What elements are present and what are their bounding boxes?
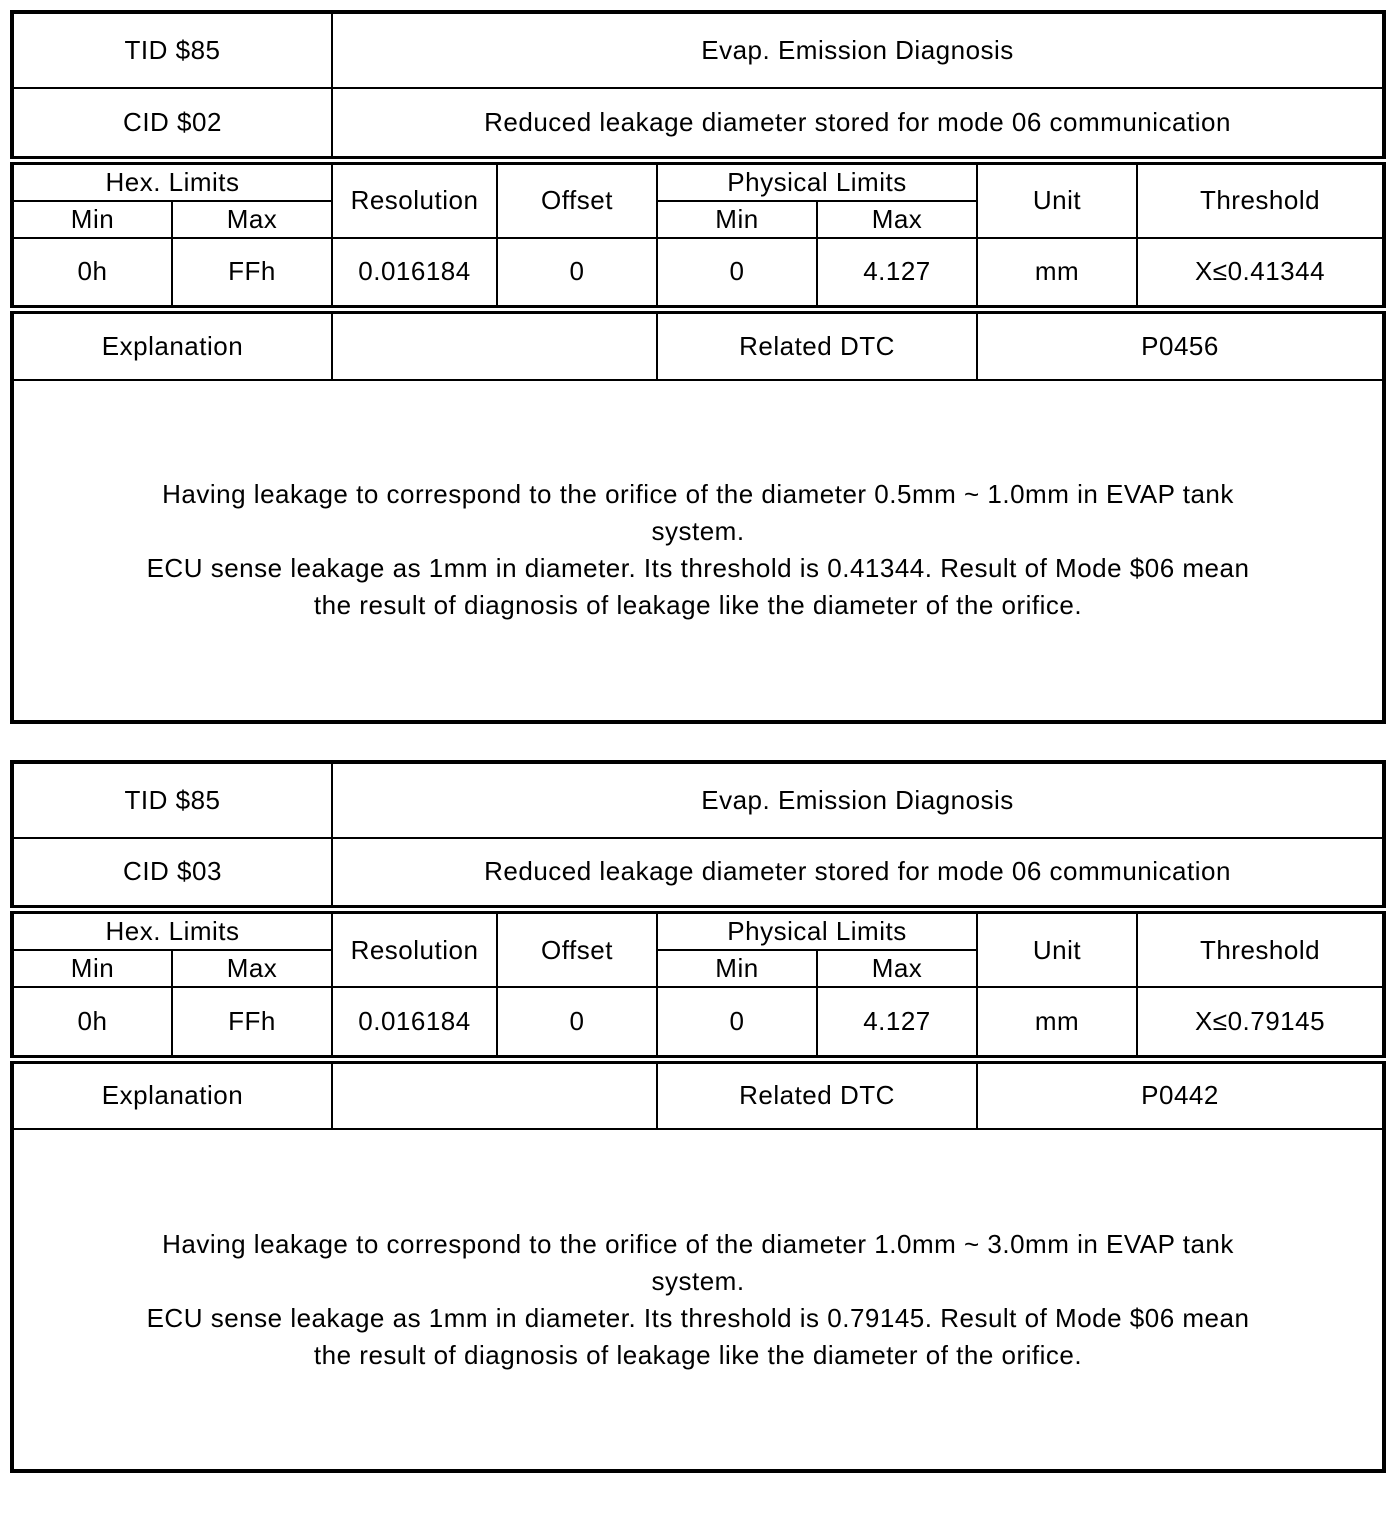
hex-min-header: Min [12,950,172,987]
explanation-label: Explanation [12,1059,332,1129]
explanation-line: system. [651,1265,745,1296]
hex-limits-header: Hex. Limits [12,160,332,201]
hex-max-value: FFh [172,238,332,310]
hex-min-value: 0h [12,987,172,1059]
phys-min-header: Min [657,950,817,987]
phys-min-value: 0 [657,987,817,1059]
diagnosis-title-cell: Evap. Emission Diagnosis [332,12,1384,88]
explanation-line: the result of diagnosis of leakage like the diameter of the orifice. [313,1339,1083,1370]
offset-value: 0 [497,987,657,1059]
spec-table-cid02 [10,10,1386,724]
resolution-value: 0.016184 [332,987,497,1059]
description-cell: Reduced leakage diameter stored for mode 06 communication [332,838,1384,910]
phys-max-value: 4.127 [817,987,977,1059]
explanation-empty-cell [332,310,657,380]
resolution-value: 0.016184 [332,238,497,310]
threshold-header: Threshold [1137,910,1384,988]
phys-min-value: 0 [657,238,817,310]
hex-max-header: Max [172,950,332,987]
physical-limits-header: Physical Limits [657,160,977,201]
explanation-text [12,1129,1384,1471]
hex-limits-header: Hex. Limits [12,910,332,951]
hex-min-header: Min [12,201,172,238]
related-dtc-value: P0442 [977,1059,1384,1129]
explanation-label: Explanation [12,310,332,380]
tid-cell: TID $85 [12,12,332,88]
hex-max-value: FFh [172,987,332,1059]
unit-header: Unit [977,160,1137,238]
phys-max-header: Max [817,950,977,987]
unit-value: mm [977,987,1137,1059]
explanation-line: ECU sense leakage as 1mm in diameter. Its threshold is 0.79145. Result of Mode $06 mean [146,1302,1250,1333]
explanation-line: Having leakage to correspond to the orifice of the diameter 0.5mm ~ 1.0mm in EVAP tank [162,479,1234,509]
offset-header: Offset [497,910,657,988]
hex-min-value: 0h [12,238,172,310]
tid-cell: TID $85 [12,762,332,838]
explanation-text [12,380,1384,722]
spec-table-cid03 [10,760,1386,1474]
cid-cell: CID $03 [12,838,332,910]
threshold-value: X≤0.41344 [1137,238,1384,310]
description-cell: Reduced leakage diameter stored for mode 06 communication [332,88,1384,160]
explanation-line: Having leakage to correspond to the orifice of the diameter 1.0mm ~ 3.0mm in EVAP tank [162,1228,1234,1259]
resolution-header: Resolution [332,910,497,988]
related-dtc-label: Related DTC [657,1059,977,1129]
threshold-header: Threshold [1137,160,1384,238]
offset-value: 0 [497,238,657,310]
threshold-value: X≤0.79145 [1137,987,1384,1059]
related-dtc-value: P0456 [977,310,1384,380]
diagnosis-title-cell: Evap. Emission Diagnosis [332,762,1384,838]
explanation-line: the result of diagnosis of leakage like the diameter of the orifice. [313,590,1083,620]
explanation-line: system. [651,516,745,546]
cid-cell: CID $02 [12,88,332,160]
phys-max-header: Max [817,201,977,238]
resolution-header: Resolution [332,160,497,238]
related-dtc-label: Related DTC [657,310,977,380]
unit-header: Unit [977,910,1137,988]
offset-header: Offset [497,160,657,238]
physical-limits-header: Physical Limits [657,910,977,951]
unit-value: mm [977,238,1137,310]
phys-max-value: 4.127 [817,238,977,310]
explanation-line: ECU sense leakage as 1mm in diameter. Its threshold is 0.41344. Result of Mode $06 mean [146,553,1250,583]
hex-max-header: Max [172,201,332,238]
phys-min-header: Min [657,201,817,238]
explanation-empty-cell [332,1059,657,1129]
